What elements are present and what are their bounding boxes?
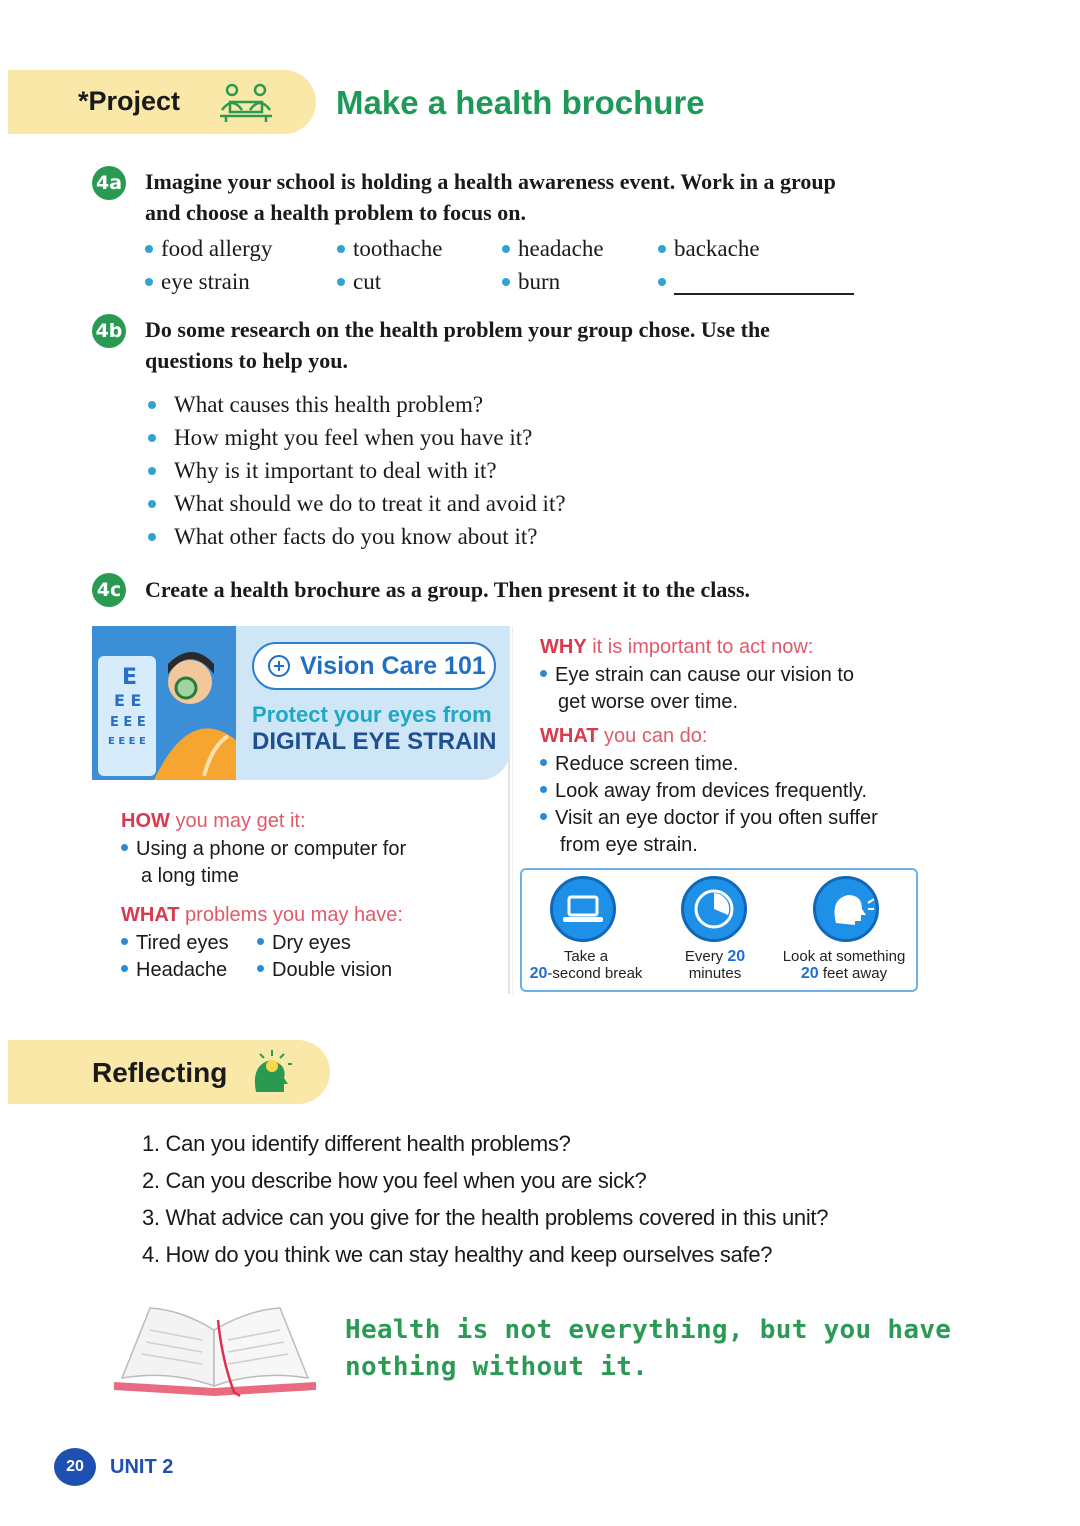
laptop-icon <box>550 876 616 942</box>
plus-circle-icon <box>268 655 290 677</box>
instruction-4b-line2: questions to help you. <box>145 348 348 373</box>
instruction-4a-line1: Imagine your school is holding a health awareness event. Work in a group <box>145 169 836 194</box>
lightbulb-head-icon <box>248 1046 296 1096</box>
problem-item: Headache <box>121 957 227 984</box>
question-item: How might you feel when you have it? <box>148 425 532 451</box>
do-item: Look away from devices frequently. <box>540 778 867 805</box>
protect-heading: Protect your eyes from <box>252 702 492 727</box>
group-work-icon <box>216 80 276 124</box>
reflect-question: 4. How do you think we can stay healthy and keep ourselves safe? <box>142 1242 773 1267</box>
tip-break-label: Take a 20-second break <box>529 948 643 982</box>
project-label: *Project <box>78 86 181 116</box>
page-number: 20 <box>54 1448 96 1486</box>
blank-option[interactable] <box>658 269 854 295</box>
reflect-question: 3. What advice can you give for the health problems covered in this unit? <box>142 1205 829 1230</box>
option-item: toothache <box>337 236 442 262</box>
vision-care-title: Vision Care 101 <box>300 651 486 680</box>
how-heading: HOW you may get it: <box>121 810 306 832</box>
question-item: What should we do to treat it and avoid it? <box>148 491 566 517</box>
option-item: cut <box>337 269 381 295</box>
why-line-2: get worse over time. <box>558 691 739 713</box>
unit-label: UNIT 2 <box>110 1456 174 1478</box>
how-line-1: Using a phone or computer for <box>121 836 406 863</box>
what-problems-heading: WHAT problems you may have: <box>121 904 403 926</box>
exercise-badge-4c: 4c <box>92 573 126 607</box>
instruction-4b-line1: Do some research on the health problem your group chose. Use the <box>145 317 770 342</box>
tip-interval-label: Every 20 minutes <box>684 948 746 982</box>
svg-text:E: E <box>122 665 138 690</box>
what-do-heading: WHAT you can do: <box>540 725 708 747</box>
tip-distance-label: Look at something 20 feet away <box>782 948 906 982</box>
question-item: What other facts do you know about it? <box>148 524 537 550</box>
strain-heading: DIGITAL EYE STRAIN <box>252 728 497 755</box>
question-item: Why is it important to deal with it? <box>148 458 497 484</box>
reflecting-title: Reflecting <box>92 1057 228 1088</box>
instruction-4a-line2: and choose a health problem to focus on. <box>145 200 526 225</box>
exercise-badge-4a: 4a <box>92 166 126 200</box>
do-item: Visit an eye doctor if you often suffer <box>540 805 878 832</box>
problem-item: Double vision <box>257 957 392 984</box>
reflect-question: 1. Can you identify different health problems? <box>142 1131 571 1156</box>
how-line-2: a long time <box>141 865 239 887</box>
open-book-icon <box>110 1300 320 1400</box>
problem-item: Tired eyes <box>121 930 229 957</box>
option-item: eye strain <box>145 269 250 295</box>
reflect-question: 2. Can you describe how you feel when you are sick? <box>142 1168 647 1193</box>
clock-icon <box>681 876 747 942</box>
problem-item: Dry eyes <box>257 930 351 957</box>
why-line-1: Eye strain can cause our vision to <box>540 662 854 689</box>
svg-text:E E E: E E E <box>110 715 146 730</box>
option-item: food allergy <box>145 236 272 262</box>
vision-care-pill <box>252 642 496 690</box>
health-quote: Health is not everything, but you have nothing without it. <box>345 1315 952 1382</box>
exercise-badge-4b: 4b <box>92 314 126 348</box>
face-looking-icon <box>813 876 879 942</box>
page-title: Make a health brochure <box>336 84 705 121</box>
do-item-continued: from eye strain. <box>560 834 698 856</box>
do-item: Reduce screen time. <box>540 751 738 778</box>
question-item: What causes this health problem? <box>148 392 483 418</box>
option-item: headache <box>502 236 604 262</box>
instruction-4c: Create a health brochure as a group. Then present it to the class. <box>145 577 751 602</box>
option-item: backache <box>658 236 760 262</box>
eye-exam-illustration <box>92 626 236 780</box>
svg-text:E E: E E <box>114 691 142 710</box>
option-item: burn <box>502 269 560 295</box>
why-heading: WHY it is important to act now: <box>540 636 814 658</box>
svg-text:E E E E: E E E E <box>108 736 146 747</box>
